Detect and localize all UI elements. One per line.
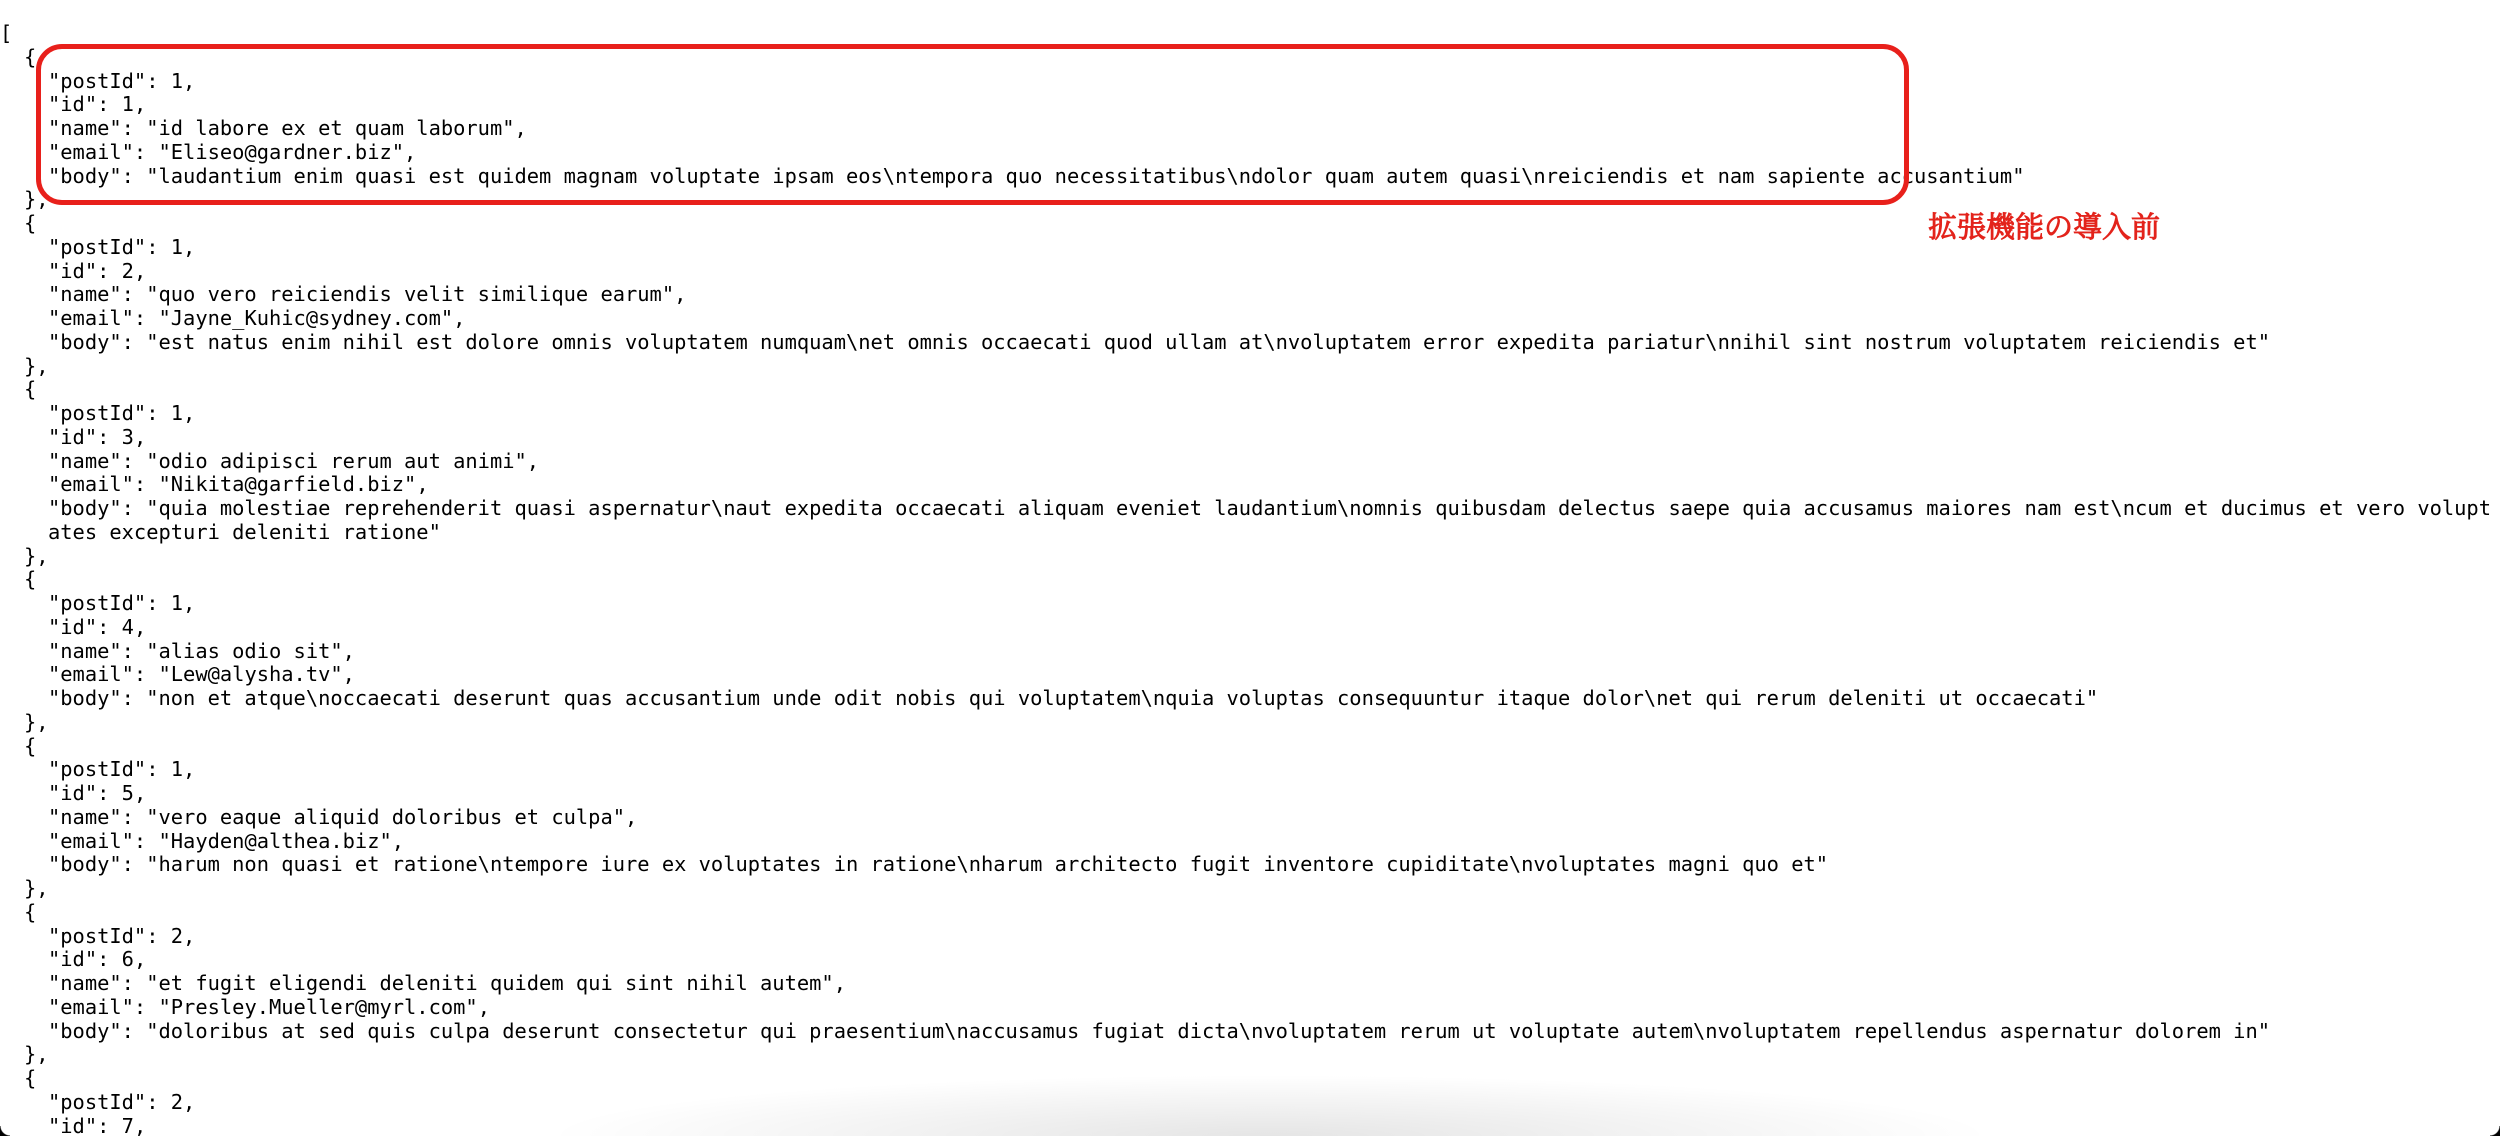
quote: " <box>158 994 171 1019</box>
field-value: Jayne_Kuhic@sydney.com <box>170 306 441 330</box>
record-field-body <box>0 165 2498 189</box>
annotation-label: 拡張機能の導入前 <box>1928 210 2161 244</box>
field-key: "postId": <box>48 923 171 948</box>
comma: , <box>133 1113 147 1136</box>
record-open-brace <box>0 1067 2498 1091</box>
quote: " <box>146 116 159 140</box>
comma: , <box>514 116 527 140</box>
quote: " <box>330 662 343 687</box>
field-key: "email": <box>48 662 159 687</box>
quote: " <box>1815 852 1829 877</box>
field-value: 2 <box>170 1089 184 1114</box>
field-key: "name": <box>48 804 147 829</box>
record-field-email <box>0 473 2498 497</box>
quote: " <box>2085 686 2099 710</box>
field-value: 6 <box>121 947 134 972</box>
brace-close: }, <box>24 353 49 378</box>
quote: " <box>2257 1018 2271 1043</box>
record-field-body <box>0 497 2498 545</box>
quote: " <box>821 971 834 995</box>
quote: " <box>146 638 159 663</box>
quote: " <box>146 971 159 995</box>
record-field-body <box>0 687 2498 711</box>
record-field-body <box>0 331 2498 355</box>
record-field-name <box>0 117 2498 141</box>
field-key: "id": <box>48 947 122 972</box>
record-open-brace <box>0 735 2498 759</box>
field-key: "name": <box>48 116 147 140</box>
quote: " <box>514 448 527 473</box>
comma: , <box>133 92 147 117</box>
record-close-brace <box>0 877 2498 901</box>
field-value: quo vero reiciendis velit similique earum <box>158 282 662 307</box>
quote: " <box>158 662 171 687</box>
field-value: 1 <box>170 68 184 93</box>
field-value: odio adipisci rerum aut animi <box>158 448 515 473</box>
record-open-brace <box>0 568 2498 592</box>
record-field-name <box>0 283 2498 307</box>
field-value: doloribus at sed quis culpa deserunt consectetur qui praesentium\naccusamus fugiat dicta\nvoluptatem rerum ut voluptate autem\nvoluptatem repellendus aspernatur dolorem in <box>158 1018 2258 1043</box>
comma: , <box>674 282 687 307</box>
brace-open: { <box>24 1066 37 1090</box>
comma: , <box>183 68 196 93</box>
quote: " <box>440 306 454 330</box>
record-field-name <box>0 450 2498 474</box>
field-value: 4 <box>121 614 134 639</box>
record-field-email <box>0 996 2498 1020</box>
comma: , <box>133 258 147 283</box>
record-field-postid <box>0 70 2498 94</box>
record-field-email <box>0 663 2498 687</box>
comma: , <box>133 614 147 639</box>
comma: , <box>133 781 147 805</box>
record-field-id <box>0 616 2498 640</box>
record-field-email <box>0 307 2498 331</box>
quote: " <box>391 139 405 164</box>
brace-open: { <box>24 733 37 758</box>
quote: " <box>158 828 171 853</box>
record-close-brace <box>0 545 2498 569</box>
comma: , <box>183 757 196 782</box>
record-field-id <box>0 93 2498 117</box>
brace-open: { <box>24 567 37 592</box>
comma: , <box>183 591 196 615</box>
field-key: "name": <box>48 448 147 473</box>
comma: , <box>183 923 196 948</box>
comma: , <box>404 139 417 164</box>
field-key: "body": <box>48 163 147 188</box>
record-field-id <box>0 948 2498 972</box>
quote: " <box>2012 163 2025 188</box>
field-key: "name": <box>48 638 147 663</box>
quote: " <box>146 1018 159 1043</box>
record-field-id <box>0 426 2498 450</box>
field-key: "id": <box>48 1113 122 1136</box>
field-value: harum non quasi et ratione\ntempore iure ex voluptates in ratione\nharum architecto fugit inventore cupiditate\nvoluptates magni quo et <box>158 852 1816 877</box>
field-key: "postId": <box>48 757 171 782</box>
comma: , <box>183 401 196 425</box>
quote: " <box>158 306 171 330</box>
quote: " <box>330 638 343 663</box>
record-open-brace <box>0 378 2498 402</box>
field-value: quia molestiae reprehenderit quasi aspernatur\naut expedita occaecati aliquam eveniet laudantium\nomnis quibusdam delectus saepe quia accusamus maiores nam est\ncum et ducimus et vero voluptates excepturi deleniti ratione <box>48 496 2491 544</box>
field-value: 3 <box>121 424 134 449</box>
quote: " <box>502 116 515 140</box>
field-value: laudantium enim quasi est quidem magnam voluptate ipsam eos\ntempora quo necessitatibus\ndolor quam autem quasi\nreiciendis et nam sapiente accusantium <box>158 163 2013 188</box>
quote: " <box>146 686 159 710</box>
quote: " <box>146 804 159 829</box>
brace-open: { <box>24 211 37 235</box>
field-value: vero eaque aliquid doloribus et culpa <box>158 804 613 829</box>
field-key: "email": <box>48 828 159 853</box>
field-value: alias odio sit <box>158 638 331 663</box>
quote: " <box>404 472 417 497</box>
field-value: non et atque\noccaecati deserunt quas accusantium unde odit nobis qui voluptatem\nquia voluptas consequuntur itaque dolor\net qui rerum deleniti ut occaecati <box>158 686 2086 710</box>
field-key: "body": <box>48 852 147 877</box>
field-key: "body": <box>48 496 147 520</box>
quote: " <box>158 139 171 164</box>
field-value: 5 <box>121 781 134 805</box>
quote: " <box>146 329 159 354</box>
quote: " <box>146 282 159 307</box>
field-key: "body": <box>48 686 147 710</box>
record-open-brace <box>0 46 2498 70</box>
field-value: 7 <box>121 1113 134 1136</box>
field-value: 1 <box>170 757 184 782</box>
field-value: Lew@alysha.tv <box>170 662 331 687</box>
record-close-brace <box>0 711 2498 735</box>
record-field-email <box>0 141 2498 165</box>
field-key: "body": <box>48 329 147 354</box>
record-open-brace <box>0 901 2498 925</box>
comma: , <box>477 994 490 1019</box>
record-field-id <box>0 1115 2498 1136</box>
comma: , <box>342 638 355 663</box>
field-value: 1 <box>170 591 184 615</box>
quote: " <box>146 496 159 520</box>
raw-json-document <box>0 22 2498 1136</box>
field-key: "postId": <box>48 1089 171 1114</box>
field-value: 2 <box>121 258 134 283</box>
field-value: Hayden@althea.biz <box>170 828 380 853</box>
record-field-postid <box>0 925 2498 949</box>
comma: , <box>453 306 466 330</box>
record-field-name <box>0 640 2498 664</box>
field-value: et fugit eligendi deleniti quidem qui sint nihil autem <box>158 971 822 995</box>
record-field-postid <box>0 402 2498 426</box>
quote: " <box>428 519 441 544</box>
quote: " <box>661 282 675 307</box>
field-key: "postId": <box>48 234 171 259</box>
brace-close: }, <box>24 1042 49 1067</box>
record-field-body <box>0 1020 2498 1044</box>
comma: , <box>133 947 147 972</box>
brace-open: { <box>24 899 37 924</box>
record-field-name <box>0 972 2498 996</box>
open-bracket: [ <box>0 21 13 45</box>
comma: , <box>133 424 147 449</box>
record-field-body <box>0 853 2498 877</box>
record-field-postid <box>0 758 2498 782</box>
field-key: "id": <box>48 781 122 805</box>
comma: , <box>342 662 355 687</box>
brace-close: }, <box>24 876 49 900</box>
record-field-email <box>0 830 2498 854</box>
field-key: "id": <box>48 92 122 117</box>
quote: " <box>146 448 159 473</box>
field-key: "email": <box>48 472 159 497</box>
field-value: Nikita@garfield.biz <box>170 472 405 497</box>
field-value: id labore ex et quam laborum <box>158 116 503 140</box>
brace-close: }, <box>24 709 49 734</box>
quote: " <box>146 852 159 877</box>
record-close-brace <box>0 1043 2498 1067</box>
record-field-postid <box>0 1091 2498 1115</box>
field-value: 1 <box>170 401 184 425</box>
field-key: "name": <box>48 971 147 995</box>
field-value: est natus enim nihil est dolore omnis voluptatem numquam\net omnis occaecati quod ullam at\nvoluptatem error expedita pariatur\nnihil sint nostrum voluptatem reiciendis et <box>158 329 2258 354</box>
comma: , <box>833 971 846 995</box>
quote: " <box>465 994 478 1019</box>
brace-close: }, <box>24 543 49 568</box>
field-key: "id": <box>48 614 122 639</box>
record-close-brace <box>0 355 2498 379</box>
field-key: "name": <box>48 282 147 307</box>
comma: , <box>625 804 638 829</box>
quote: " <box>379 828 392 853</box>
field-value: Eliseo@gardner.biz <box>170 139 392 164</box>
record-field-name <box>0 806 2498 830</box>
record-field-postid <box>0 592 2498 616</box>
field-key: "email": <box>48 306 159 330</box>
field-value: Presley.Mueller@myrl.com <box>170 994 466 1019</box>
record-field-id <box>0 260 2498 284</box>
field-value: 1 <box>121 92 134 117</box>
field-value: 2 <box>170 923 184 948</box>
comma: , <box>183 1089 196 1114</box>
field-value: 1 <box>170 234 184 259</box>
field-key: "body": <box>48 1018 147 1043</box>
brace-close: }, <box>24 187 49 212</box>
quote: " <box>146 163 159 188</box>
field-key: "id": <box>48 258 122 283</box>
field-key: "email": <box>48 139 159 164</box>
field-key: "email": <box>48 994 159 1019</box>
brace-open: { <box>24 377 37 402</box>
quote: " <box>158 472 171 497</box>
comma: , <box>391 828 405 853</box>
quote: " <box>2257 329 2271 354</box>
quote: " <box>612 804 626 829</box>
field-key: "id": <box>48 424 122 449</box>
comma: , <box>183 234 196 259</box>
field-key: "postId": <box>48 401 171 425</box>
field-key: "postId": <box>48 591 171 615</box>
record-field-id <box>0 782 2498 806</box>
comma: , <box>416 472 429 497</box>
json-open-bracket <box>0 22 2498 46</box>
comma: , <box>526 448 540 473</box>
field-key: "postId": <box>48 68 171 93</box>
brace-open: { <box>24 44 37 69</box>
